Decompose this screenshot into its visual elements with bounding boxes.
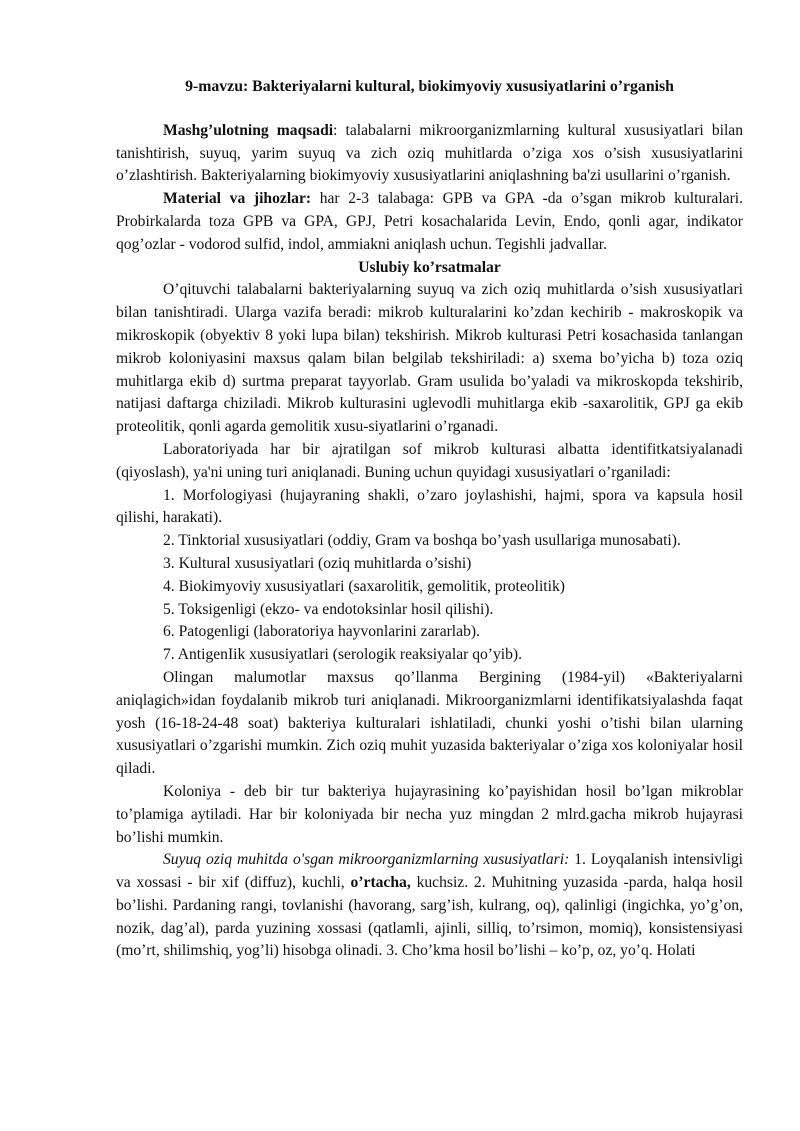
liquid-bold-word: o’rtacha, <box>350 874 411 892</box>
list-item: 4. Biokimyoviy xususiyatlari (saxarolitik, gemolitik, proteolitik) <box>163 577 565 595</box>
paragraph-bergey: Olingan malumotlar maxsus qo’llanma Bergining (1984-yil) «Bakteriyalarni aniqlagich»idan foydalanib mikrob turi aniqlanadi. Mikroorganizmlarni identifikatsiyalashda faqat yosh (16-18-24-48 soat) bakteriya kulturalari ishlatiladi, chunki yoshi o’tishi bilan ularning xususiyatlari o’zgarishi mumkin. Zich oziq muhit yuzasida bakteriyalar o’ziga xos koloniyalar hosil qiladi. <box>116 668 743 778</box>
list-item: 3. Kultural xususiyatlari (oziq muhitlarda o’sishi) <box>163 554 472 572</box>
list-item: 2. Tinktorial xususiyatlari (oddiy, Gram va boshqa bo’yash usullariga munosabati). <box>163 532 681 550</box>
list-item: 7. AntigenIik xususiyatlari (serologik reaksiyalar qo’yib). <box>163 646 523 664</box>
paragraph-liquid-media <box>116 849 743 963</box>
liquid-text-after: kuchsiz. 2. Muhitning yuzasida -parda, halqa hosil bo’lishi. Pardaning rangi, tovlanishi (havorang, sarg’ish, kulrang, oq), qalinligi (ingichka, yo’g’on, nozik, dag’al), parda yuzining xossasi (qatlamli, ajinli, silliq, to’rsimon, momiq), konsistensiyasi (mo’rt, shilimshiq, yog’li) hisobga olinadi. 3. Cho’kma hosil bo’lishi – ko’p, oz, yo’q. Holati <box>116 874 743 960</box>
materials-paragraph <box>116 188 743 256</box>
materials-label: Material va jihozlar: <box>163 190 312 208</box>
list-item: 5. Toksigenligi (ekzo- va endotoksinlar hosil qilishi). <box>163 600 494 618</box>
list-item: 6. Patogenligi (laboratoriya hayvonlarini zararlab). <box>163 623 480 641</box>
page-title: 9-mavzu: Bakteriyalarni kultural, biokimyoviy xususiyatlarini o’rganish <box>185 78 674 95</box>
liquid-label: Suyuq oziq muhitda o'sgan mikroorganizmlarning xususiyatlari: <box>163 851 570 869</box>
section-heading: Uslubiy ko’rsatmalar <box>358 258 501 276</box>
liquid-text-before: 1. Loyqalanish intensivligi va xossasi - bir xif (diffuz), kuchli, <box>116 851 743 892</box>
goal-label: Mashg’ulotning maqsadi <box>163 121 334 139</box>
paragraph-identification: Laboratoriyada har bir ajratilgan sof mikrob kulturasi albatta identifitkatsiyalanadi (qiyoslash), ya'ni uning turi aniqlanadi. Buning uchun quyidagi xususiyatlari o’rganiladi: <box>116 440 743 481</box>
paragraph-intro: O’qituvchi talabalarni bakteriyalarning suyuq va zich oziq muhitlarda o’sish xususiyatlari bilan tanishtiradi. Ularga vazifa beradi: mikrob kulturalarini ko’zdan kechirib - makroskopik va mikroskopik (obyektiv 8 yoki lupa bilan) tekshirish. Mikrob kulturasi Petri kosachasida tanlangan mikrob koloniyasini maxsus qalam bilan belgilab tekshiriladi: a) sxema bo’yicha b) toza oziq muhitlarga ekib d) surtma preparat tayyorlab. Gram usulida bo’yaladi va mikroskopda tekshirib, natijasi daftarga chiziladi. Mikrob kulturasini uglevodli muhitlarga ekib -saxarolitik, GPJ ga ekib proteolitik, qonli agarda gemolitik xusu-siyatlarini o’rganadi. <box>116 281 743 436</box>
document-body <box>116 76 743 963</box>
materials-text: har 2-3 talabaga: GPB va GPA -da o’sgan mikrob kulturalari. Probirkalarda toza GPB va GPA, GPJ, Petri kosachalarida Levin, Endo, qonli agar, indikator qog’ozlar - vodorod sulfid, indol, ammiakni aniqlash uchun. Tegishli jadvallar. <box>116 190 743 253</box>
list-item: 1. Morfologiyasi (hujayraning shakli, o’zaro joylashishi, hajmi, spora va kapsula hosil qilishi, harakati). <box>116 486 743 527</box>
goal-paragraph <box>116 120 743 188</box>
goal-text: : talabalarni mikroorganizmlarning kultural xususiyatlari bilan tanishtirish, suyuq, yarim suyuq va zich oziq muhitlarda o’ziga xos o’sish xususiyatlarini o’zlashtirish. Bakteriyalarning biokimyoviy xususiyatlarini aniqlashning ba'zi usullarini o’rganish. <box>116 121 743 185</box>
paragraph-colony: Koloniya - deb bir tur bakteriya hujayrasining ko’payishidan hosil bo’lgan mikroblar to’plamiga aytiladi. Har bir koloniyada bir necha yuz mingdan 2 mlrd.gacha mikrob hujayrasi bo’lishi mumkin. <box>116 782 743 846</box>
